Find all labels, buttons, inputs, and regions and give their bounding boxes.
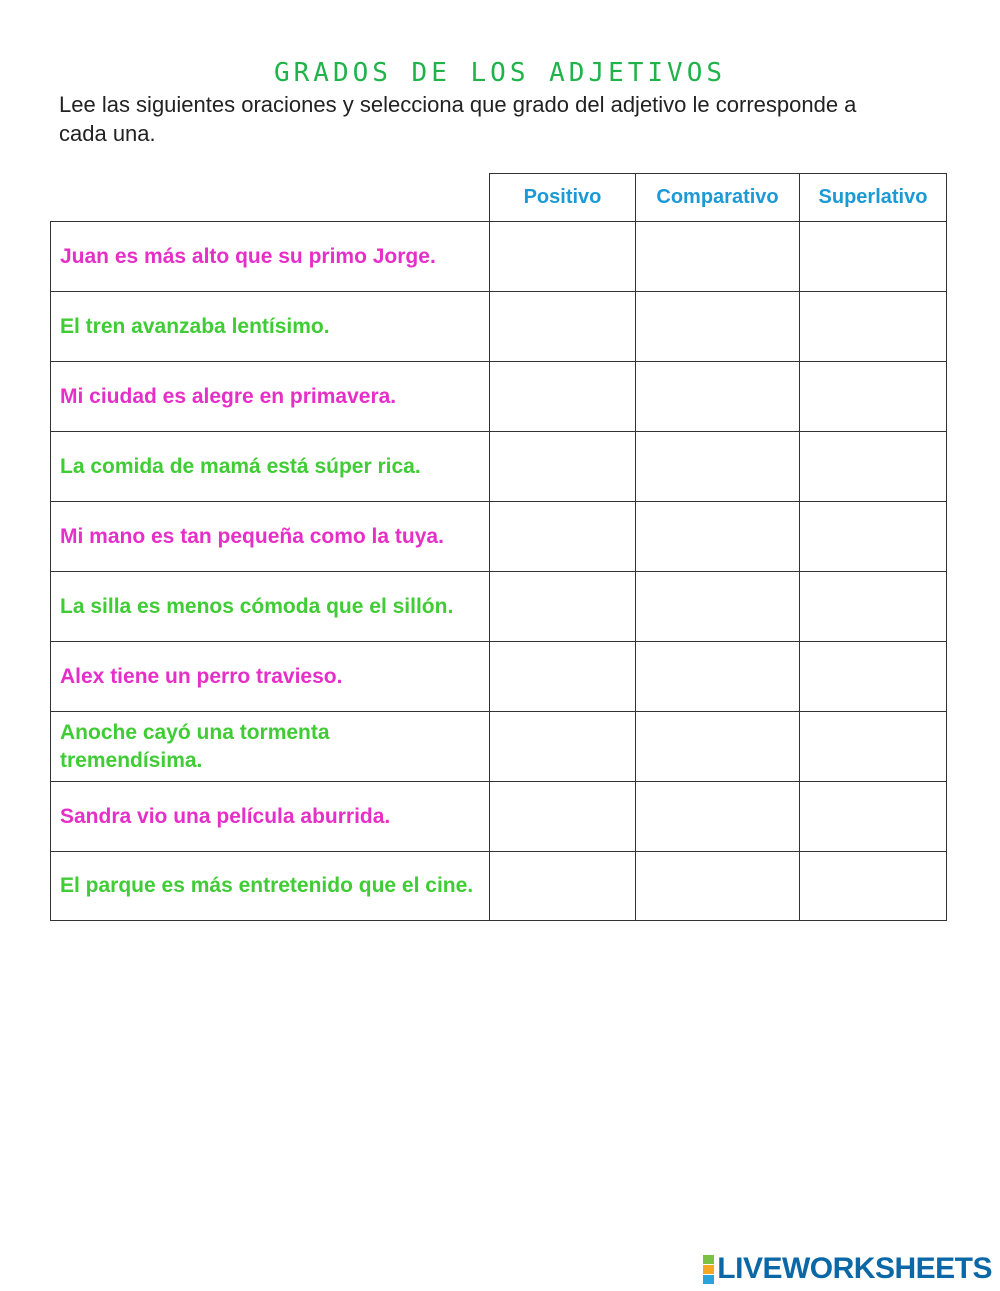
sentence-text: Juan es más alto que su primo Jorge.: [60, 244, 436, 268]
sentence-cell: [50, 571, 489, 641]
answer-cell-positivo[interactable]: [489, 361, 635, 431]
answer-cell-comparativo[interactable]: [635, 641, 799, 711]
table-row: [50, 781, 947, 851]
answer-cell-comparativo[interactable]: [635, 851, 799, 921]
table-row: [50, 571, 947, 641]
sentence-cell: [50, 501, 489, 571]
logo-text: LIVEWORKSHEETS: [717, 1252, 992, 1285]
worksheet-title: GRADOS DE LOS ADJETIVOS: [273, 58, 727, 88]
answer-cell-positivo[interactable]: [489, 641, 635, 711]
answer-cell-positivo[interactable]: [489, 851, 635, 921]
sentence-cell: [50, 221, 489, 291]
answer-cell-positivo[interactable]: [489, 501, 635, 571]
answer-cell-positivo[interactable]: [489, 711, 635, 781]
sentence-cell: [50, 361, 489, 431]
answer-cell-superlativo[interactable]: [799, 361, 947, 431]
sentence-text: La comida de mamá está súper rica.: [60, 454, 421, 478]
header-positivo: Positivo: [489, 173, 635, 221]
answer-cell-superlativo[interactable]: [799, 781, 947, 851]
answer-cell-superlativo[interactable]: [799, 291, 947, 361]
answer-cell-positivo[interactable]: [489, 291, 635, 361]
table-row: [50, 501, 947, 571]
answer-cell-superlativo[interactable]: [799, 851, 947, 921]
header-superlativo: Superlativo: [799, 173, 947, 221]
sentence-text: El tren avanzaba lentísimo.: [60, 314, 330, 338]
sentence-cell: [50, 851, 489, 921]
answer-cell-comparativo[interactable]: [635, 291, 799, 361]
table-row: [50, 221, 947, 291]
answer-cell-positivo[interactable]: [489, 221, 635, 291]
sentence-text: Anoche cayó una tormenta tremendísima.: [60, 720, 330, 772]
answer-cell-superlativo[interactable]: [799, 221, 947, 291]
answer-cell-superlativo[interactable]: [799, 641, 947, 711]
sentence-text: El parque es más entretenido que el cine.: [60, 874, 474, 897]
answer-cell-comparativo[interactable]: [635, 781, 799, 851]
sentence-text: Mi ciudad es alegre en primavera.: [60, 384, 397, 408]
answer-table: [50, 173, 947, 921]
answer-cell-comparativo[interactable]: [635, 431, 799, 501]
sentence-cell: [50, 291, 489, 361]
answer-cell-comparativo[interactable]: [635, 571, 799, 641]
sentence-text: Mi mano es tan pequeña como la tuya.: [60, 524, 444, 548]
sentence-text: Alex tiene un perro travieso.: [60, 664, 343, 688]
sentence-cell: [50, 781, 489, 851]
table-row: [50, 361, 947, 431]
sentence-cell: [50, 641, 489, 711]
answer-cell-superlativo[interactable]: [799, 711, 947, 781]
answer-cell-positivo[interactable]: [489, 571, 635, 641]
instructions-text: Lee las siguientes oraciones y selecciona que grado del adjetivo le corresponde a cada una.: [59, 92, 857, 146]
sentence-cell: [50, 711, 489, 781]
table-row: [50, 431, 947, 501]
sentence-text: Sandra vio una película aburrida.: [60, 804, 391, 828]
answer-cell-comparativo[interactable]: [635, 221, 799, 291]
liveworksheets-logo: [703, 1252, 992, 1286]
table-row: [50, 851, 947, 921]
answer-cell-superlativo[interactable]: [799, 501, 947, 571]
answer-cell-comparativo[interactable]: [635, 711, 799, 781]
table-row: [50, 711, 947, 781]
header-comparativo: Comparativo: [635, 173, 799, 221]
table-row: [50, 641, 947, 711]
answer-cell-superlativo[interactable]: [799, 571, 947, 641]
sentence-cell: [50, 431, 489, 501]
table-row: [50, 291, 947, 361]
logo-blocks-icon: [703, 1255, 714, 1284]
answer-cell-comparativo[interactable]: [635, 361, 799, 431]
answer-cell-positivo[interactable]: [489, 431, 635, 501]
answer-cell-positivo[interactable]: [489, 781, 635, 851]
sentence-text: La silla es menos cómoda que el sillón.: [60, 594, 454, 618]
answer-cell-superlativo[interactable]: [799, 431, 947, 501]
answer-cell-comparativo[interactable]: [635, 501, 799, 571]
